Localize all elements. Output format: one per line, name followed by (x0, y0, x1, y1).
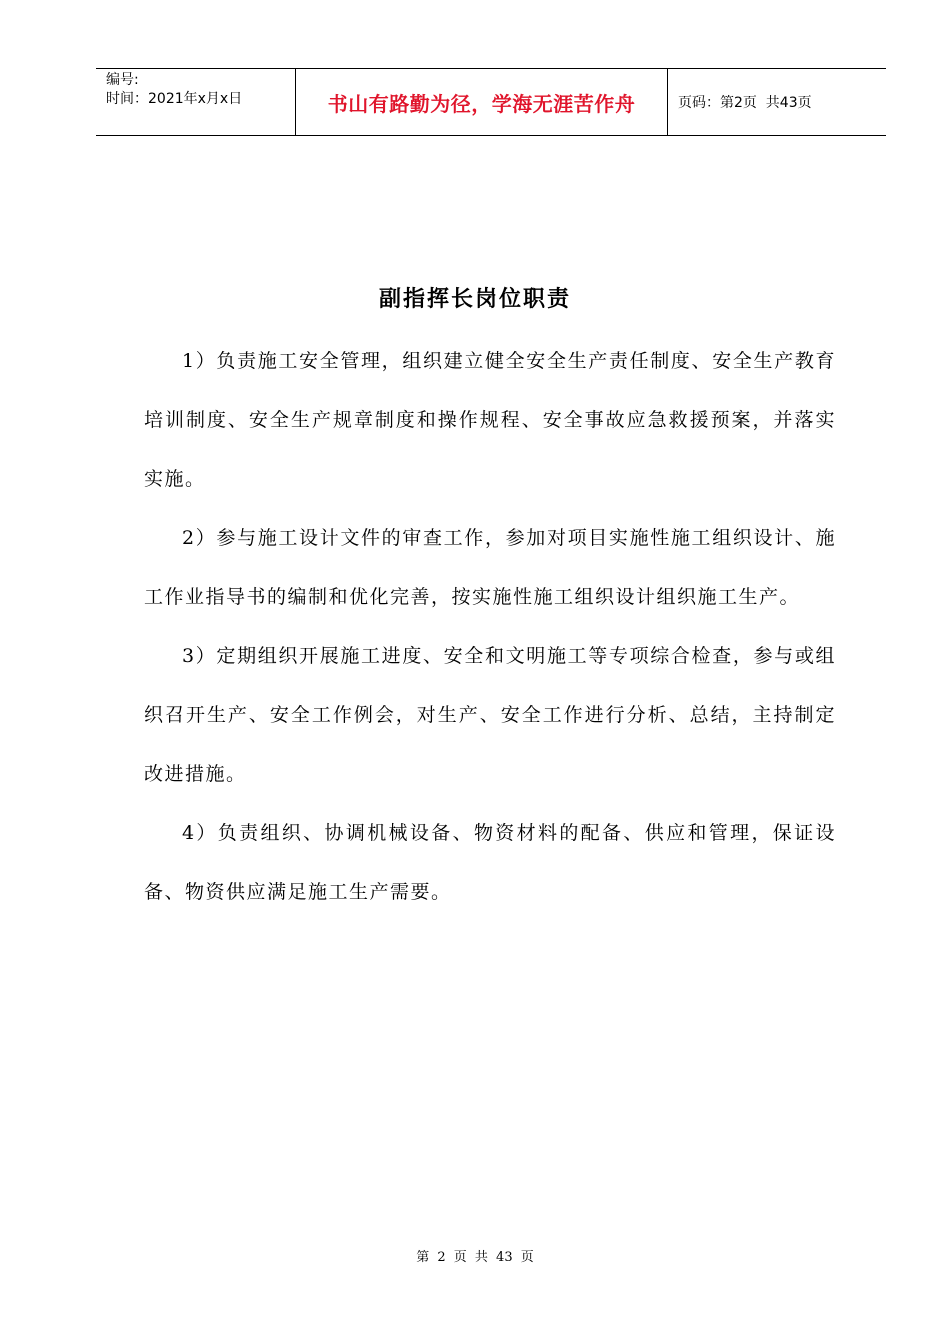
header-meta (96, 69, 296, 135)
document-time: 时间：2021年x月x日 (106, 91, 243, 107)
paragraph: 3）定期组织开展施工进度、安全和文明施工等专项综合检查，参与或组织召开生产、安全工作例会，对生产、安全工作进行分析、总结，主持制定改进措施。 (144, 645, 836, 785)
document-body (144, 332, 836, 922)
paragraph: 4）负责组织、协调机械设备、物资材料的配备、供应和管理，保证设备、物资供应满足施工生产需要。 (144, 822, 836, 903)
header-motto: 书山有路勤为径，学海无涯苦作舟 (296, 69, 668, 135)
page-footer: 第 2 页 共 43 页 (416, 1250, 534, 1265)
page-header (96, 68, 886, 136)
document-number-label: 编号: (106, 72, 139, 88)
paragraph: 1）负责施工安全管理，组织建立健全安全生产责任制度、安全生产教育培训制度、安全生产规章制度和操作规程、安全事故应急救援预案，并落实实施。 (144, 350, 836, 490)
paragraph: 2）参与施工设计文件的审查工作，参加对项目实施性施工组织设计、施工作业指导书的编制和优化完善，按实施性施工组织设计组织施工生产。 (144, 527, 836, 608)
header-page-text: 页码：第2页 共43页 (678, 95, 812, 111)
document-title: 副指挥长岗位职责 (378, 287, 571, 312)
header-page-info (668, 69, 886, 135)
